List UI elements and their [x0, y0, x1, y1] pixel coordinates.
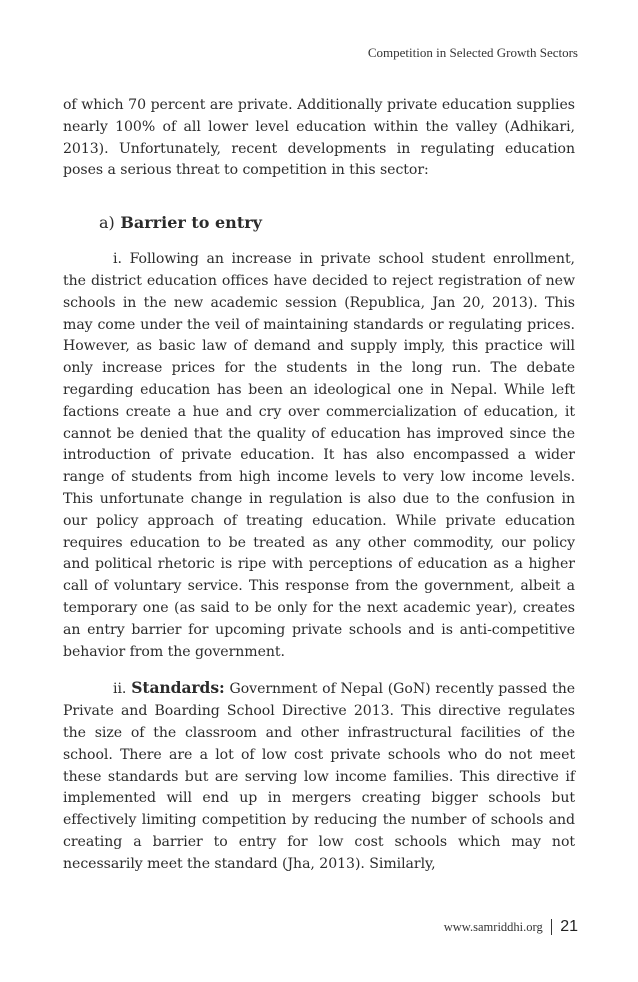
paragraph-intro: of which 70 percent are private. Additionally private education supplies nearly 100% of all lower level education within the valley (Adhikari, 2013). Unfortunately, recent developments in regulating education poses a serious threat to competition in this sector:	[63, 97, 575, 179]
page-number: 21	[560, 918, 578, 935]
paragraph-barrier: i. Following an increase in private school student enrollment, the district education offices have decided to reject registration of new schools in the new academic session (Republica, Jan 20, 2013). This may come under the veil of maintaining standards or regulating prices. However, as basic law of demand and supply imply, this practice will only increase prices for the students in the long run. The debate regarding education has been an ideological one in Nepal. While left factions create a hue and cry over commercialization of education, it cannot be denied that the quality of education has improved since the introduction of private education. It has also encompassed a wider range of students from high income levels to very low income levels. This unfortunate change in regulation is also due to the confusion in our policy approach of treating education. While private education requires education to be treated as any other commodity, our policy and political rhetoric is ripe with perceptions of education as a higher call of voluntary service. This response from the government, albeit a temporary one (as said to be only for the next academic year), creates an entry barrier for upcoming private schools and is anti-competitive behavior from the government.	[63, 251, 575, 660]
section-heading-text: Barrier to entry	[120, 213, 262, 233]
paragraph-standards	[63, 677, 575, 875]
standards-label: Standards:	[131, 678, 225, 698]
page-body	[63, 95, 575, 876]
footer-url: www.samriddhi.org	[443, 919, 543, 934]
section-heading-label: a)	[99, 213, 115, 233]
footer-divider	[551, 919, 553, 935]
page-footer	[444, 918, 578, 936]
section-heading	[99, 203, 575, 243]
standards-text: Government of Nepal (GoN) recently passed the Private and Boarding School Directive 2013. This directive regulates the size of the classroom and other infrastructural facilities of the school. There are a lot of low cost private schools who do not meet these standards but are serving low income families. This directive if implemented will end up in mergers creating bigger schools but effectively limiting competition by reducing the number of schools and creating a barrier to entry for low cost schools which may not necessarily meet the standard (Jha, 2013). Similarly,	[63, 681, 576, 872]
running-header: Competition in Selected Growth Sectors	[367, 45, 578, 60]
standards-number: ii.	[113, 681, 127, 698]
